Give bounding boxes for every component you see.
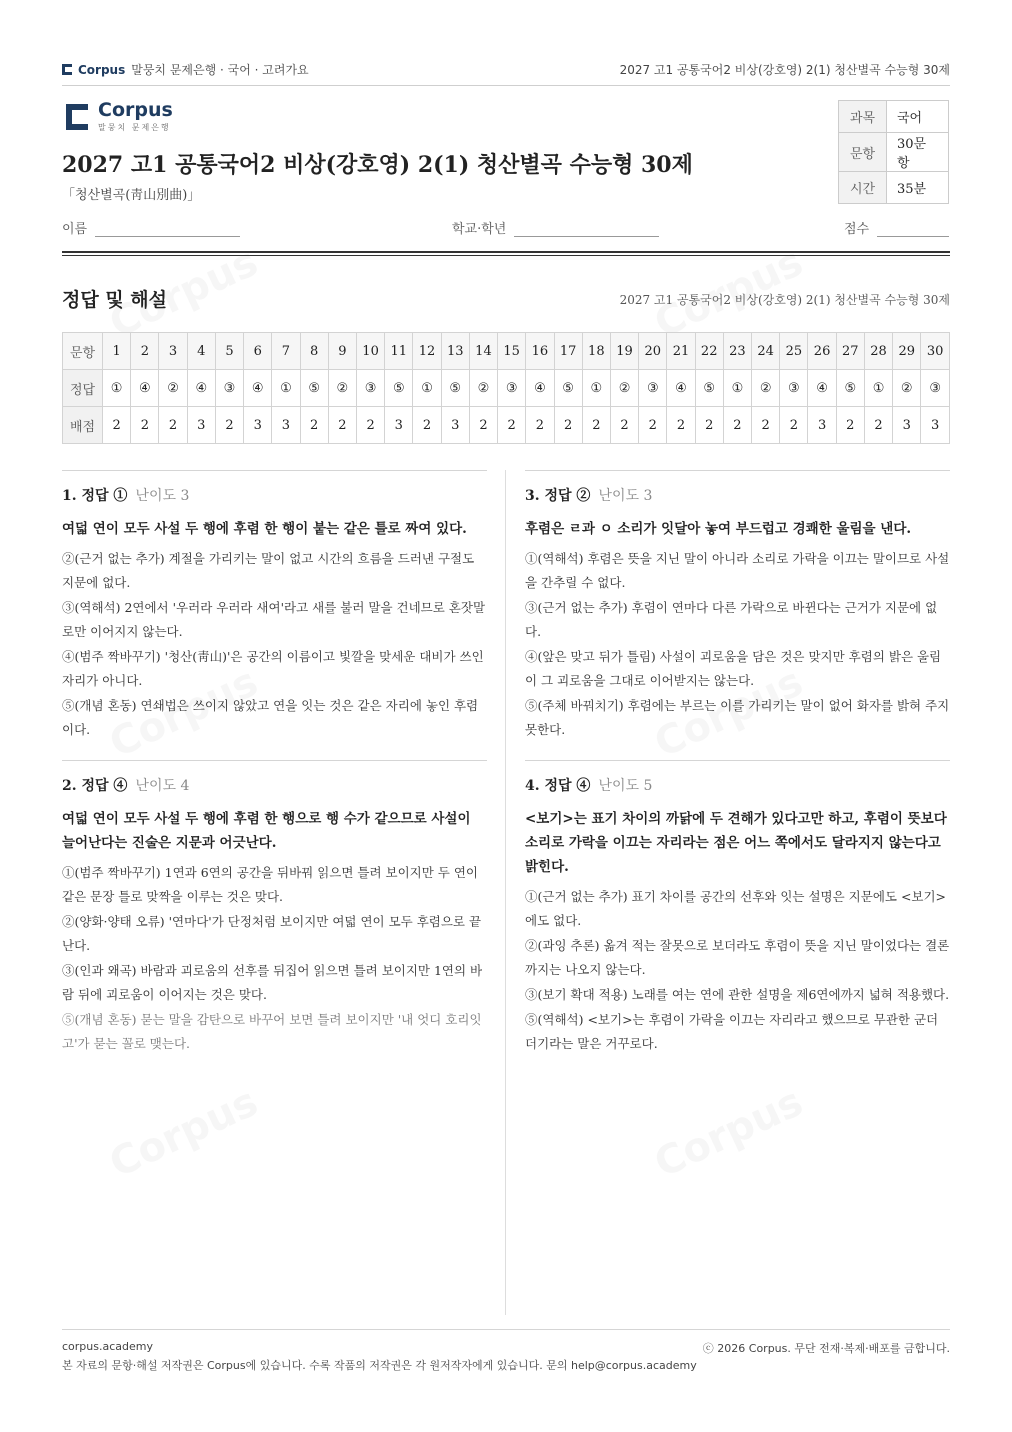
- distractor-note: ③(보기 확대 적용) 노래를 여는 연에 관한 설명을 제6연에까지 넓혀 적용했다.: [525, 987, 950, 1002]
- distractor-note: ①(역해석) 후렴은 뜻을 지닌 말이 아니라 소리로 가락을 이끄는 말이므로 사설을 간추릴 수 없다.: [525, 551, 950, 590]
- footer-copyright: ⓒ 2026 Corpus. 무단 전재·복제·배포를 금합니다.: [702, 1342, 950, 1355]
- answer-cell: ①: [864, 370, 892, 407]
- student-fields: [62, 218, 950, 238]
- points-cell: 2: [356, 407, 384, 444]
- answer-cell: ②: [893, 370, 921, 407]
- points-cell: 2: [610, 407, 638, 444]
- brand-tagline: 말뭉치 문제은행: [98, 123, 171, 132]
- distractor-note: ②(양화·양태 오류) '연마다'가 단정처럼 보이지만 여덟 연이 모두 후렴으로 끝난다.: [62, 914, 482, 953]
- school-label: 학교·학년: [452, 222, 507, 237]
- answer-number-cell: 22: [695, 333, 723, 370]
- section-doc-title: 2027 고1 공통국어2 비상(강호영) 2(1) 청산별곡 수능형 30제: [619, 293, 950, 307]
- brand-logo: [66, 100, 173, 133]
- answer-number-cell: 20: [639, 333, 667, 370]
- points-cell: 2: [780, 407, 808, 444]
- points-cell: 2: [300, 407, 328, 444]
- question-answer: 3. 정답 ②: [525, 488, 591, 504]
- answer-number-cell: 15: [498, 333, 526, 370]
- answer-cell: ⑤: [554, 370, 582, 407]
- answer-cell: ①: [413, 370, 441, 407]
- question-difficulty: 난이도 3: [598, 488, 653, 504]
- answer-cell: ⑤: [441, 370, 469, 407]
- answer-cell: ②: [610, 370, 638, 407]
- answer-cell: ②: [328, 370, 356, 407]
- answer-cell: ③: [356, 370, 384, 407]
- answer-cell: ⑤: [300, 370, 328, 407]
- question-difficulty: 난이도 3: [135, 488, 190, 504]
- info-key: 문항: [839, 133, 887, 172]
- answer-number-cell: 14: [469, 333, 497, 370]
- points-cell: 2: [554, 407, 582, 444]
- distractor-note: ①(근거 없는 추가) 표기 차이를 공간의 선후와 잇는 설명은 지문에도 <보기>에도 없다.: [525, 889, 947, 928]
- page-footer: [62, 1329, 950, 1373]
- answer-number-cell: 7: [272, 333, 300, 370]
- info-row: [839, 133, 949, 172]
- answer-cell: ④: [526, 370, 554, 407]
- points-cell: 2: [582, 407, 610, 444]
- question-answer: 1. 정답 ①: [62, 488, 128, 504]
- distractor-note: ③(역해석) 2연에서 '우러라 우러라 새여'라고 새를 불러 말을 건네므로 혼잣말로만 이어지지 않는다.: [62, 600, 486, 639]
- row-label: 정답: [63, 370, 103, 407]
- question-main-explanation: 후렴은 ㄹ과 ㅇ 소리가 잇달아 놓여 부드럽고 경쾌한 울림을 낸다.: [525, 521, 912, 537]
- brand-name: Corpus: [98, 99, 173, 121]
- answer-number-cell: 25: [780, 333, 808, 370]
- answer-number-cell: 4: [187, 333, 215, 370]
- answer-cell: ②: [752, 370, 780, 407]
- column-divider: [505, 470, 506, 1315]
- points-cell: 2: [469, 407, 497, 444]
- answer-number-cell: 9: [328, 333, 356, 370]
- answer-number-cell: 30: [921, 333, 950, 370]
- info-value: 35분: [887, 172, 949, 204]
- topbar-breadcrumb: 말뭉치 문제은행 · 국어 · 고려가요: [131, 63, 309, 77]
- header-divider: [62, 251, 950, 256]
- answer-number-cell: 8: [300, 333, 328, 370]
- distractor-note: ①(범주 짝바꾸기) 1연과 6연의 공간을 뒤바꿔 읽으면 틀려 보이지만 두 연이 같은 문장 틀로 맞짝을 이루는 것은 맞다.: [62, 865, 478, 904]
- points-cell: 3: [385, 407, 413, 444]
- points-cell: 2: [752, 407, 780, 444]
- answer-cell: ①: [272, 370, 300, 407]
- topbar-brand: Corpus: [78, 62, 126, 77]
- info-value: 국어: [887, 101, 949, 133]
- answer-number-cell: 29: [893, 333, 921, 370]
- points-cell: 2: [639, 407, 667, 444]
- points-cell: 3: [187, 407, 215, 444]
- points-cell: 2: [667, 407, 695, 444]
- answer-cell: ③: [639, 370, 667, 407]
- question-difficulty: 난이도 5: [598, 778, 653, 794]
- info-row: [839, 172, 949, 204]
- points-cell: 2: [159, 407, 187, 444]
- answer-number-cell: 28: [864, 333, 892, 370]
- answer-number-cell: 26: [808, 333, 836, 370]
- answer-number-cell: 19: [610, 333, 638, 370]
- answer-cell: ④: [187, 370, 215, 407]
- question-explanation-4: [525, 760, 950, 1057]
- points-cell: 2: [695, 407, 723, 444]
- points-cell: 2: [328, 407, 356, 444]
- corpus-logo-icon: [62, 64, 72, 75]
- answer-cell: ⑤: [385, 370, 413, 407]
- answer-cell: ④: [244, 370, 272, 407]
- question-main-explanation: 여덟 연이 모두 사설 두 행에 후렴 한 행이 붙는 같은 틀로 짜여 있다.: [62, 521, 467, 537]
- answer-number-cell: 3: [159, 333, 187, 370]
- answer-cell: ⑤: [836, 370, 864, 407]
- top-bar: [62, 56, 950, 86]
- points-cell: 2: [103, 407, 131, 444]
- answer-row-points: [63, 407, 950, 444]
- question-answer: 2. 정답 ④: [62, 778, 128, 794]
- question-explanation-3: [525, 470, 950, 743]
- distractor-note: ②(과잉 추론) 옮겨 적는 잘못으로 보더라도 후렴이 뜻을 지닌 말이었다는 결론까지는 나오지 않는다.: [525, 938, 950, 977]
- question-main-explanation: <보기>는 표기 차이의 까닭에 두 견해가 있다고만 하고, 후렴이 뜻보다 소리로 가락을 이끄는 자리라는 점은 어느 쪽에서도 달라지지 않는다고 밝힌다.: [525, 811, 947, 875]
- answer-number-cell: 16: [526, 333, 554, 370]
- topbar-doc-title: 2027 고1 공통국어2 비상(강호영) 2(1) 청산별곡 수능형 30제: [619, 63, 950, 77]
- score-field[interactable]: [844, 218, 949, 237]
- answer-row-numbers: [63, 333, 950, 370]
- footer-site-link[interactable]: corpus.academy: [62, 1340, 153, 1353]
- distractor-note: ⑤(개념 혼동) 묻는 말을 감탄으로 바꾸어 보면 틀려 보이지만 '내 엇디 호리잇고'가 묻는 꼴로 맺는다.: [62, 1012, 482, 1051]
- points-cell: 2: [526, 407, 554, 444]
- corpus-logo-mark-icon: [66, 104, 88, 130]
- answer-number-cell: 13: [441, 333, 469, 370]
- points-cell: 3: [808, 407, 836, 444]
- info-row: [839, 101, 949, 133]
- points-cell: 3: [244, 407, 272, 444]
- points-cell: 2: [836, 407, 864, 444]
- info-key: 과목: [839, 101, 887, 133]
- answer-number-cell: 10: [356, 333, 384, 370]
- answer-number-cell: 24: [752, 333, 780, 370]
- question-explanation-2: [62, 760, 487, 1057]
- answer-cell: ④: [131, 370, 159, 407]
- answer-table: [62, 332, 950, 444]
- score-label: 점수: [844, 222, 870, 237]
- distractor-note: ④(앞은 맞고 뒤가 틀림) 사설이 괴로움을 담은 것은 맞지만 후렴의 밝은 울림이 그 괴로움을 그대로 이어받지는 않는다.: [525, 649, 942, 688]
- answer-cell: ①: [582, 370, 610, 407]
- question-main-explanation: 여덟 연이 모두 사설 두 행에 후렴 한 행으로 행 수가 같으므로 사설이 늘어난다는 진술은 지문과 어긋난다.: [62, 811, 471, 851]
- info-value: 30문항: [887, 133, 949, 172]
- question-difficulty: 난이도 4: [135, 778, 190, 794]
- answer-number-cell: 5: [215, 333, 243, 370]
- answer-cell: ①: [103, 370, 131, 407]
- points-cell: 2: [215, 407, 243, 444]
- answer-number-cell: 12: [413, 333, 441, 370]
- answer-number-cell: 11: [385, 333, 413, 370]
- answer-cell: ①: [723, 370, 751, 407]
- answer-cell: ④: [667, 370, 695, 407]
- name-field[interactable]: [62, 218, 240, 237]
- page-subtitle: 「청산별곡(靑山別曲)」: [62, 188, 201, 203]
- points-cell: 3: [441, 407, 469, 444]
- answer-cell: ③: [921, 370, 950, 407]
- points-cell: 2: [723, 407, 751, 444]
- answer-number-cell: 6: [244, 333, 272, 370]
- points-cell: 3: [272, 407, 300, 444]
- answer-cell: ③: [215, 370, 243, 407]
- answer-number-cell: 17: [554, 333, 582, 370]
- exam-info-table: [838, 100, 949, 204]
- distractor-note: ⑤(역해석) <보기>는 후렴이 가락을 이끄는 자리라고 했으므로 무관한 군더더기라는 말은 거꾸로다.: [525, 1012, 939, 1051]
- answer-cell: ⑤: [695, 370, 723, 407]
- points-cell: 2: [498, 407, 526, 444]
- distractor-note: ⑤(개념 혼동) 연쇄법은 쓰이지 않았고 연을 잇는 것은 같은 자리에 놓인 후렴이다.: [62, 698, 479, 737]
- answer-cell: ③: [498, 370, 526, 407]
- page-title: 2027 고1 공통국어2 비상(강호영) 2(1) 청산별곡 수능형 30제: [62, 152, 693, 178]
- points-cell: 3: [921, 407, 950, 444]
- section-title: 정답 및 해설: [62, 289, 167, 311]
- info-key: 시간: [839, 172, 887, 204]
- distractor-note: ④(범주 짝바꾸기) '청산(靑山)'은 공간의 이름이고 빛깔을 맞세운 대비가 쓰인 자리가 아니다.: [62, 649, 484, 688]
- points-cell: 2: [131, 407, 159, 444]
- row-label: 배점: [63, 407, 103, 444]
- question-explanation-1: [62, 470, 487, 743]
- footer-notice: 본 자료의 문항·해설 저작권은 Corpus에 있습니다. 수록 작품의 저작권은 각 원저작자에게 있습니다. 문의 help@corpus.academy: [62, 1359, 697, 1372]
- name-label: 이름: [62, 222, 88, 237]
- answer-number-cell: 21: [667, 333, 695, 370]
- answer-cell: ④: [808, 370, 836, 407]
- distractor-note: ③(인과 왜곡) 바람과 괴로움의 선후를 뒤집어 읽으면 틀려 보이지만 1연의 바람 뒤에 괴로움이 이어지는 것은 맞다.: [62, 963, 483, 1002]
- distractor-note: ②(근거 없는 추가) 계절을 가리키는 말이 없고 시간의 흐름을 드러낸 구절도 지문에 없다.: [62, 551, 475, 590]
- answer-cell: ②: [469, 370, 497, 407]
- answer-number-cell: 18: [582, 333, 610, 370]
- points-cell: 3: [893, 407, 921, 444]
- distractor-note: ③(근거 없는 추가) 후렴이 연마다 다른 가락으로 바뀐다는 근거가 지문에 없다.: [525, 600, 938, 639]
- question-answer: 4. 정답 ④: [525, 778, 591, 794]
- answer-number-cell: 23: [723, 333, 751, 370]
- answer-cell: ②: [159, 370, 187, 407]
- answer-number-cell: 27: [836, 333, 864, 370]
- school-field[interactable]: [452, 218, 659, 237]
- points-cell: 2: [864, 407, 892, 444]
- answer-number-cell: 1: [103, 333, 131, 370]
- answer-row-answers: [63, 370, 950, 407]
- answer-number-cell: 2: [131, 333, 159, 370]
- points-cell: 2: [413, 407, 441, 444]
- answer-cell: ③: [780, 370, 808, 407]
- row-label: 문항: [63, 333, 103, 370]
- distractor-note: ⑤(주체 바꿔치기) 후렴에는 부르는 이를 가리키는 말이 없어 화자를 밝혀 주지 못한다.: [525, 698, 950, 737]
